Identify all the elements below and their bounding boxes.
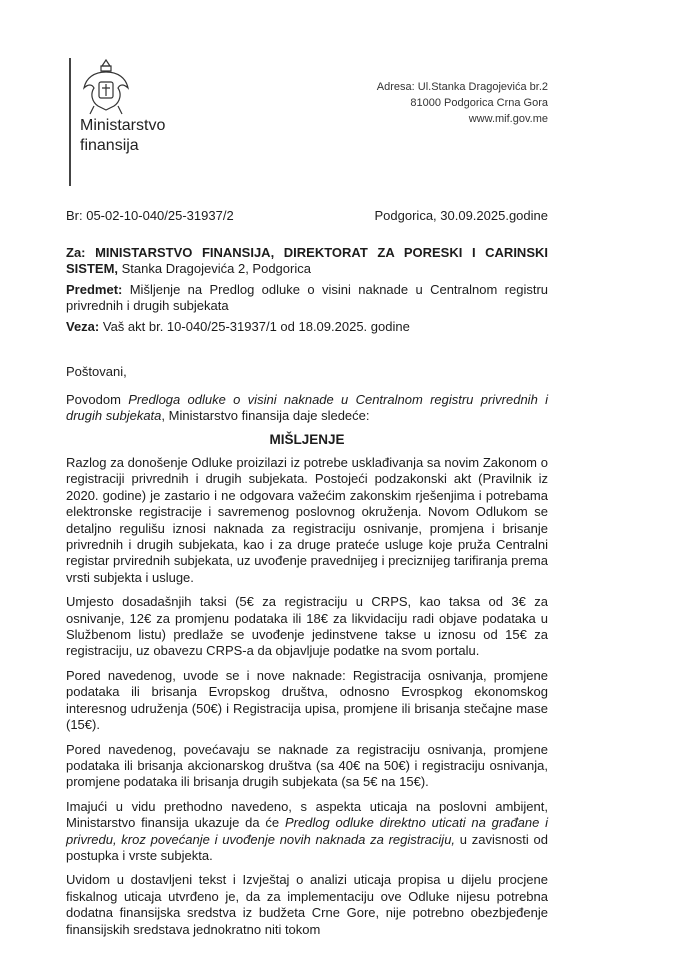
reference-number: Br: 05-02-10-040/25-31937/2 (66, 208, 234, 223)
link-label: Veza: (66, 319, 100, 334)
text-segment: Razlog za donošenje Odluke proizilazi iz potrebe usklađivanja sa novim Zakonom o registraciji privrednih i drugih subjekata. Postojeći podzakonski akt (Pravilnik iz 2020. godine) je zastario i ne odgovara važećim zakonskim rješenjima i potrebama elektronske registracije i savremenog poslovnog okruženja. Novom Odlukom se detaljno regulišu iznosi naknada za registraciju osnivanje, promjena i brisanje privrednih i drugih subjekata, kao i za druge prateće usluge koje pruža Centralni registar prvirednih subjekata, uz uvođenje pravednijeg i preciznijeg tarifiranja prema vrsti subjekta i usluge. (66, 455, 548, 585)
paragraph (66, 872, 548, 938)
address-city: 81000 Podgorica Crna Gora (410, 97, 548, 109)
ministry-line-1: Ministarstvo (80, 117, 166, 134)
subject-text: Mišljenje na Predlog odluke o visini naknade u Centralnom registru privrednih i drugih subjekata (66, 282, 548, 313)
text-segment: Pored navedenog, uvode se i nove naknade: Registracija osnivanja, promjene podataka ili brisanja Evropskog društva, odnosno Evrospkog ekonomskog interesnog udruženja (50€) i Registracija upisa, promjene ili brisanja stečajne mase (15€). (66, 667, 548, 733)
address-street: Adresa: Ul.Stanka Dragojevića br.2 (376, 81, 548, 93)
text-segment: Povodom (66, 392, 129, 407)
text-segment: u zavisnosti od postupka i vrste subjekta. (66, 831, 548, 863)
greeting: Poštovani, (66, 364, 127, 379)
paragraph (66, 668, 548, 734)
coat-of-arms-icon (80, 58, 132, 116)
address-website: www.mif.gov.me (468, 113, 548, 125)
reference-link (66, 319, 548, 335)
text-segment: Uvidom u dostavljeni tekst i Izvještaj o analizi uticaja propisa u dijelu procjene fiskalnog uticaja utvrđeno je, da za implementaciju ove Odluke nijesu potrebna dodatna finansijska sredstva iz budžeta Crne Gore, nije potrebno obezbjeđenje finansijskih sredstava jednokratno niti tokom (66, 872, 548, 937)
paragraph (66, 594, 548, 660)
text-segment: Imajući u vidu prethodno navedeno, s aspekta uticaja na poslovni ambijent, Ministarstvo finansija ukazuje da će (66, 798, 548, 831)
ministry-line-2: finansija (80, 137, 139, 154)
text-segment: Umjesto dosadašnjih taksi (5€ za registraciju u CRPS, kao taksa od 3€ za osnivanje, 12€ za promjenu podataka ili 18€ za likvidaciju radi objave podataka u Službenom listu) predlaže se uvođenje jedinstvene takse u iznosu od 15€ za registraciju, uz obavezu CRPS-a da objavljuje podatke na svom portalu. (66, 594, 548, 659)
italic-text: Predloga odluke o visini naknade u Centralnom registru privrednih i drugih subjekata (66, 392, 548, 423)
paragraph (66, 799, 548, 865)
text-segment: , Ministarstvo finansija daje sledeće: (161, 408, 370, 423)
opinion-body (66, 455, 548, 946)
address-block (377, 79, 548, 127)
subject-label: Predmet: (66, 282, 123, 297)
recipient-label: Za: MINISTARSTVO FINANSIJA, DIREKTORAT ZA PORESKI I CARINSKI SISTEM, (66, 245, 548, 276)
letterhead-divider (69, 58, 71, 186)
paragraph (66, 742, 548, 791)
subject (66, 282, 548, 314)
paragraph (66, 455, 548, 586)
intro-paragraph (66, 392, 548, 424)
ministry-name (80, 116, 165, 156)
recipient (66, 245, 548, 277)
link-text: Vaš akt br. 10-040/25-31937/1 od 18.09.2025. godine (99, 319, 410, 334)
recipient-text: Stanka Dragojevića 2, Podgorica (118, 261, 311, 276)
place-date: Podgorica, 30.09.2025.godine (374, 208, 548, 223)
italic-text: Predlog odluke direktno uticati na građane i privredu, kroz povećanje i uvođenje novih naknada za registraciju, (66, 815, 548, 847)
section-title: MIŠLJENJE (269, 432, 345, 447)
text-segment: Pored navedenog, povećavaju se naknade za registraciju osnivanja, promjene podataka ili brisanja akcionarskog društva (sa 40€ na 50€) i registraciju osnivanja, promjene podataka ili brisanja drugih subjekata (sa 5€ na 15€). (66, 741, 548, 790)
